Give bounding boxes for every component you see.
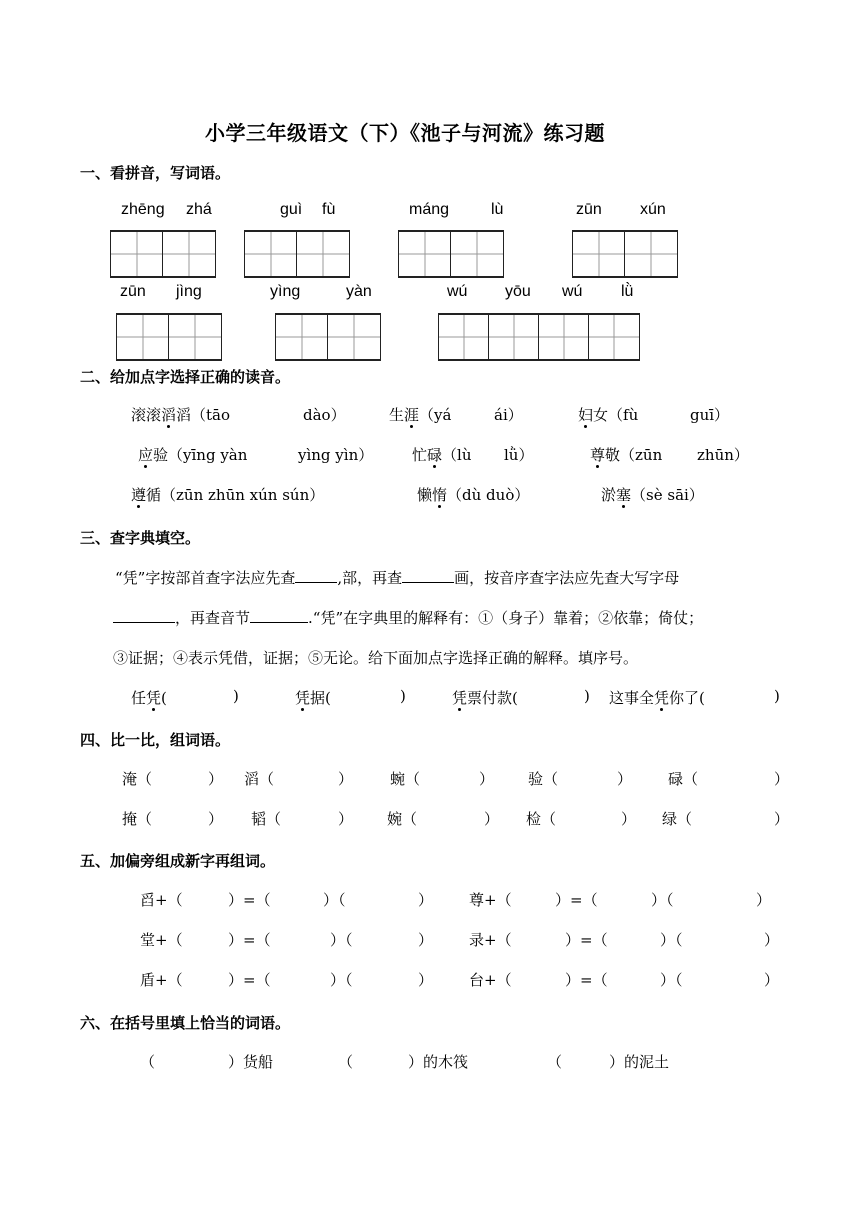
radical-part[interactable]: ） — [418, 891, 434, 909]
radical-part[interactable]: ） — [756, 891, 772, 909]
pinyin-label: xún — [640, 201, 666, 218]
pinyin-label: guì — [280, 201, 303, 218]
text: 任 — [131, 689, 147, 707]
text: .“凭”在字典里的解释有：①（身子）靠着；②依靠；倚仗； — [308, 609, 704, 627]
writing-cell[interactable] — [450, 232, 504, 276]
answer-paren[interactable]: ） — [338, 810, 354, 828]
dotted-char: 惰 — [432, 486, 448, 504]
fill-paren[interactable]: （ — [140, 1053, 156, 1071]
radical-part[interactable]: ）（ — [323, 891, 346, 909]
fill-paren[interactable]: （ — [547, 1053, 563, 1071]
radical-part[interactable]: ）=（ — [228, 971, 271, 989]
dictionary-line — [115, 567, 679, 588]
text: 这事全 — [609, 689, 655, 707]
pinyin-label: lù — [491, 201, 504, 218]
meaning-item — [452, 687, 518, 708]
dotted-char: 塞 — [616, 486, 632, 504]
reading-item — [412, 444, 472, 465]
radical-part: 台+（ — [469, 971, 512, 989]
reading-option[interactable]: guī） — [690, 406, 730, 424]
section-1-heading: 一、看拼音，写词语。 — [80, 164, 231, 182]
meaning-item — [295, 687, 331, 708]
pinyin-label: wú — [447, 283, 468, 300]
word-part: （sè sāi） — [631, 486, 704, 504]
reading-item — [131, 484, 324, 505]
reading-item — [138, 444, 247, 465]
word-part: 敬（zūn — [605, 446, 663, 464]
section-6-heading: 六、在括号里填上恰当的词语。 — [80, 1014, 291, 1032]
writing-cell[interactable] — [327, 315, 381, 359]
dotted-char: 涯 — [404, 406, 420, 424]
dotted-char: 碌 — [427, 446, 443, 464]
reading-item — [578, 404, 638, 425]
writing-cell[interactable] — [168, 315, 222, 359]
text: ,部，再查 — [337, 569, 403, 587]
reading-option[interactable]: dào） — [303, 406, 346, 424]
writing-cell[interactable] — [572, 232, 625, 276]
text: 画，按音序查字法应先查大写字母 — [454, 569, 680, 587]
radical-part[interactable]: ） — [418, 931, 434, 949]
radical-part: 尊+（ — [469, 891, 512, 909]
answer-blank[interactable] — [113, 608, 175, 623]
reading-item — [131, 404, 230, 425]
word-part: 滚滚 — [131, 406, 162, 424]
answer-paren[interactable]: ) — [584, 687, 590, 705]
word-part: （yá — [419, 406, 452, 424]
radical-part[interactable]: ） — [764, 931, 780, 949]
dotted-char: 凭 — [295, 689, 311, 707]
radical-part[interactable]: ）=（ — [228, 931, 271, 949]
dotted-char: 凭 — [146, 689, 162, 707]
dotted-char: 妇 — [578, 406, 594, 424]
dotted-char: 凭 — [452, 689, 468, 707]
compare-item: 蜿（ — [390, 770, 421, 788]
writing-grid[interactable] — [110, 230, 216, 278]
radical-part[interactable]: ）=（ — [565, 971, 608, 989]
radical-part[interactable]: ）=（ — [555, 891, 598, 909]
dotted-char: 应 — [138, 446, 154, 464]
writing-cell[interactable] — [244, 232, 297, 276]
compare-item: 验（ — [528, 770, 559, 788]
word-part: （dù duò） — [447, 486, 530, 504]
radical-part[interactable]: ）（ — [330, 971, 353, 989]
meaning-item — [609, 687, 705, 708]
word-part: 生 — [389, 406, 405, 424]
page-title: 小学三年级语文（下）《池子与河流》练习题 — [205, 121, 605, 145]
dotted-char: 滔 — [161, 406, 177, 424]
writing-grid[interactable] — [116, 313, 222, 361]
answer-paren[interactable]: ） — [208, 770, 224, 788]
reading-option[interactable]: zhūn） — [697, 446, 749, 464]
section-4-heading: 四、比一比，组词语。 — [80, 731, 231, 749]
radical-part: 堂+（ — [140, 931, 183, 949]
word-part: 淤 — [601, 486, 617, 504]
writing-cell[interactable] — [275, 315, 328, 359]
reading-option[interactable]: lǜ） — [504, 446, 534, 464]
text: ( — [161, 689, 167, 707]
answer-paren[interactable]: ） — [621, 810, 637, 828]
radical-part[interactable]: ） — [764, 971, 780, 989]
compare-item: 掩（ — [122, 810, 153, 828]
radical-part: 录+（ — [469, 931, 512, 949]
radical-part[interactable]: ）（ — [660, 971, 683, 989]
reading-option[interactable]: ái） — [494, 406, 523, 424]
word-part: 循（zūn zhūn xún sún） — [146, 486, 325, 504]
writing-cell[interactable] — [488, 315, 539, 359]
compare-item: 碌（ — [668, 770, 699, 788]
answer-paren[interactable]: ） — [484, 810, 500, 828]
compare-item: 检（ — [526, 810, 557, 828]
radical-part[interactable]: ）=（ — [228, 891, 271, 909]
dotted-char: 凭 — [654, 689, 670, 707]
compare-item: 婉（ — [387, 810, 418, 828]
writing-cell[interactable] — [162, 232, 216, 276]
dictionary-line: ③证据；④表示凭借，证据；⑤无论。给下面加点字选择正确的解释。填序号。 — [113, 649, 639, 667]
section-3-heading: 三、查字典填空。 — [80, 529, 201, 547]
writing-cell[interactable] — [296, 232, 350, 276]
section-2-heading: 二、给加点字选择正确的读音。 — [80, 368, 291, 386]
text: ，再查音节 — [175, 609, 251, 627]
answer-blank[interactable] — [250, 608, 308, 623]
answer-blank[interactable] — [295, 568, 337, 583]
pinyin-label: jìng — [176, 283, 202, 300]
writing-grid[interactable] — [398, 230, 504, 278]
writing-cell[interactable] — [116, 315, 169, 359]
answer-paren[interactable]: ) — [233, 687, 239, 705]
answer-paren[interactable]: ） — [208, 810, 224, 828]
writing-cell[interactable] — [438, 315, 489, 359]
answer-paren[interactable]: ） — [617, 770, 633, 788]
dotted-char: 遵 — [131, 486, 147, 504]
fill-phrase: ）的泥土 — [609, 1053, 670, 1071]
reading-item — [417, 484, 529, 505]
compare-item: 韬（ — [251, 810, 282, 828]
writing-grid[interactable] — [244, 230, 350, 278]
answer-paren[interactable]: ） — [774, 810, 790, 828]
pinyin-label: yìng — [270, 283, 301, 300]
text: 你了( — [669, 689, 705, 707]
writing-cell[interactable] — [398, 232, 451, 276]
answer-paren[interactable]: ) — [774, 687, 780, 705]
compare-item: 淹（ — [122, 770, 153, 788]
radical-part[interactable]: ）=（ — [565, 931, 608, 949]
reading-item — [601, 484, 704, 505]
pinyin-label: zhá — [186, 201, 212, 218]
answer-paren[interactable]: ） — [479, 770, 495, 788]
radical-part: 盾+（ — [140, 971, 183, 989]
writing-grid[interactable] — [438, 313, 640, 361]
writing-cell[interactable] — [624, 232, 678, 276]
answer-paren[interactable]: ） — [338, 770, 354, 788]
writing-cell[interactable] — [110, 232, 163, 276]
compare-item: 绿（ — [662, 810, 693, 828]
fill-phrase: ）的木筏 — [408, 1053, 469, 1071]
reading-item — [590, 444, 662, 465]
writing-grid[interactable] — [275, 313, 381, 361]
text: 票付款( — [467, 689, 518, 707]
pinyin-label: zhēng — [121, 201, 165, 218]
pinyin-label: yàn — [346, 283, 372, 300]
answer-paren[interactable]: ） — [774, 770, 790, 788]
fill-paren[interactable]: （ — [338, 1053, 354, 1071]
word-part: 滔（tāo — [176, 406, 231, 424]
dictionary-line — [113, 607, 703, 628]
radical-part[interactable]: ）（ — [330, 931, 353, 949]
reading-item — [389, 404, 451, 425]
word-part: 女（fù — [593, 406, 639, 424]
pinyin-label: lǜ — [621, 283, 634, 300]
compare-item: 滔（ — [244, 770, 275, 788]
text: “凭”字按部首查字法应先查 — [115, 569, 296, 587]
writing-cell[interactable] — [588, 315, 640, 359]
word-part: 验（yīng yàn — [153, 446, 248, 464]
pinyin-label: wú — [562, 283, 583, 300]
radical-part[interactable]: ）（ — [651, 891, 674, 909]
word-part: 忙 — [412, 446, 428, 464]
pinyin-label: zūn — [576, 201, 602, 218]
pinyin-label: máng — [409, 201, 450, 218]
writing-cell[interactable] — [538, 315, 589, 359]
dotted-char: 尊 — [590, 446, 606, 464]
answer-paren[interactable]: ) — [400, 687, 406, 705]
text: 据( — [310, 689, 331, 707]
section-5-heading: 五、加偏旁组成新字再组词。 — [80, 852, 276, 870]
pinyin-label: fù — [322, 201, 336, 218]
radical-part[interactable]: ） — [418, 971, 434, 989]
radical-part[interactable]: ）（ — [660, 931, 683, 949]
fill-phrase: ）货船 — [228, 1053, 274, 1071]
meaning-item — [131, 687, 167, 708]
pinyin-label: yōu — [505, 283, 531, 300]
answer-blank[interactable] — [402, 568, 454, 583]
pinyin-label: zūn — [120, 283, 146, 300]
reading-option[interactable]: yìng yìn） — [298, 446, 374, 464]
radical-part: 舀+（ — [140, 891, 183, 909]
word-part: 懒 — [417, 486, 433, 504]
writing-grid[interactable] — [572, 230, 678, 278]
word-part: （lù — [442, 446, 472, 464]
